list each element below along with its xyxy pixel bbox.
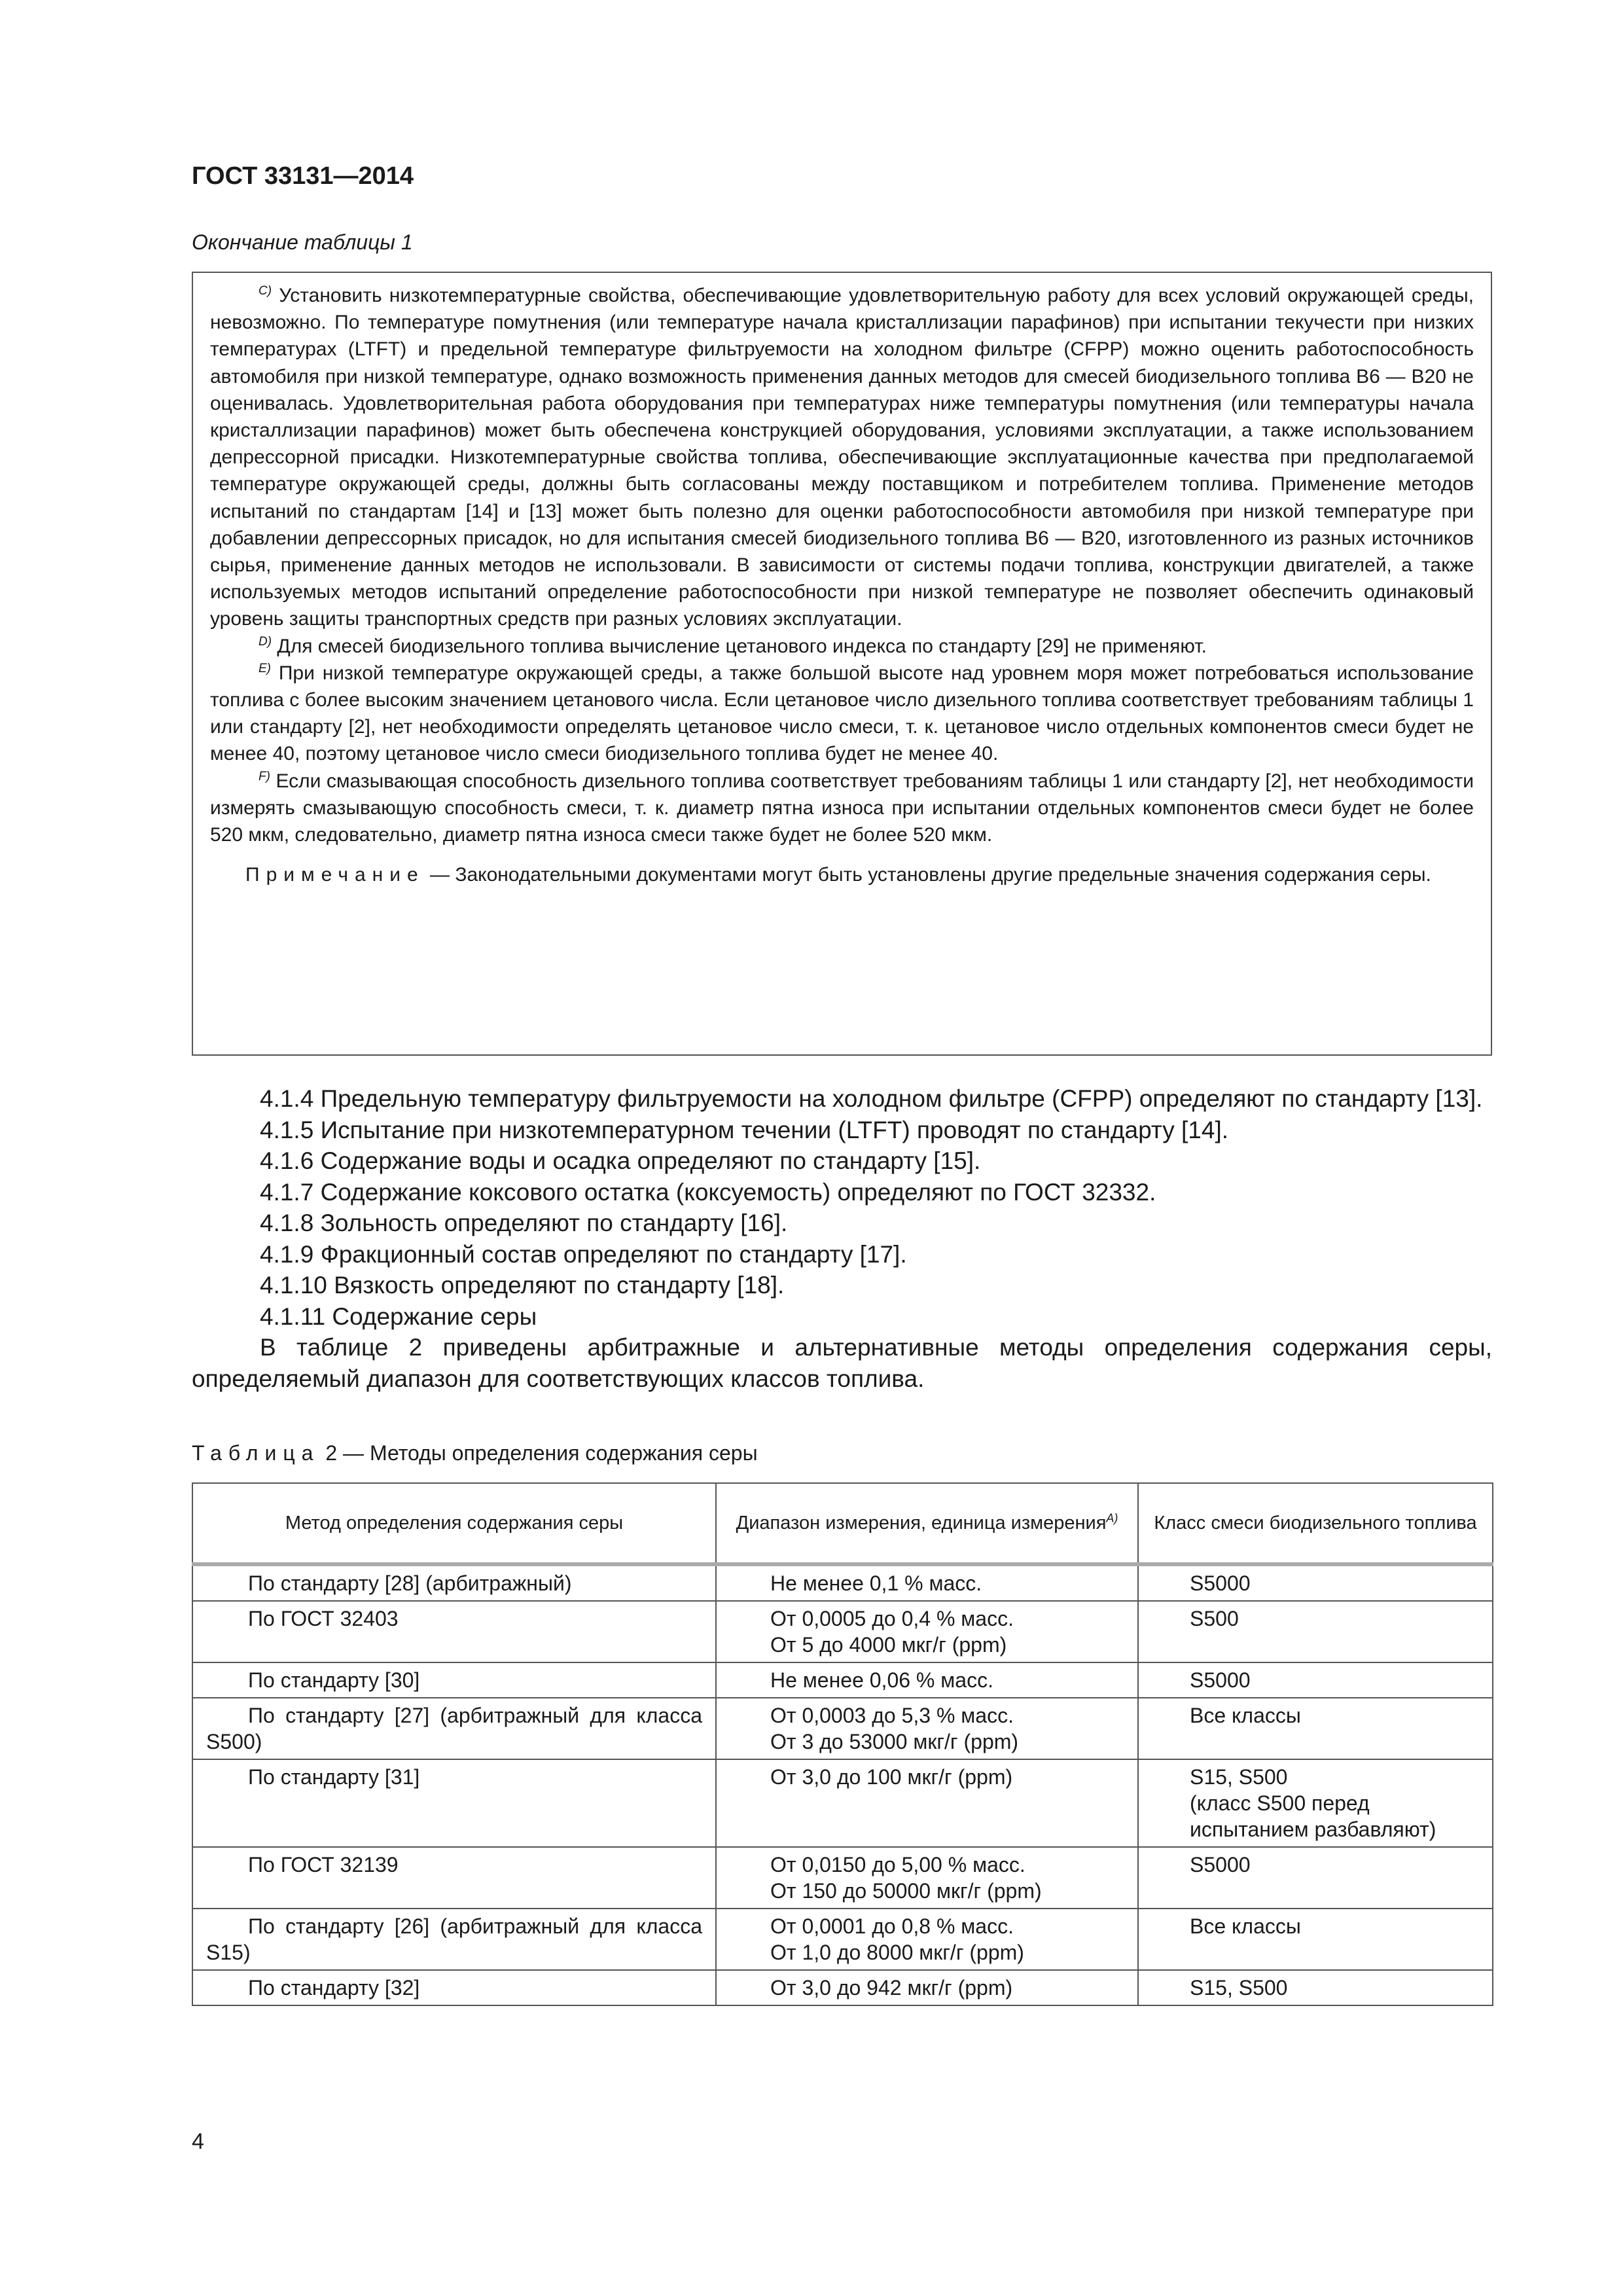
- cell-range: От 3,0 до 942 мкг/г (ppm): [716, 1970, 1138, 2005]
- cell-method: По стандарту [30]: [192, 1662, 716, 1698]
- page-number: 4: [192, 2129, 204, 2154]
- footnote-text: Установить низкотемпературные свойства, обеспечивающие удовлетворительную работу для всех условий окружающей среды, невозможно. По температуре помутнения (или температуре начала кристаллизации парафинов) при испытании текучести при низких температурах (LTFT) и предельной температуре фильтруемости на холодном фильтре (CFPP) можно оценить работоспособность автомобиля при низкой температуре, однако возможность применения данных методов для смесей биодизельного топлива В6 — В20 не оценивалась. Удовлетворительная работа оборудования при температурах ниже температуры помутнения (или температуры начала кристаллизации парафинов) может быть обеспечена конструкцией оборудования, условиями эксплуатации, а также использованием депрессорной присадки. Низкотемпературные свойства топлива, обеспечивающие эксплуатационные качества при предполагаемой температуре окружающей среды, должны быть согласованы между поставщиком и потребителем топлива. Применение методов испытаний по стандартам [14] и [13] может быть полезно для оценки работоспособности автомобиля при низкой температуре при добавлении депрессорных присадок, но для испытания смесей биодизельного топлива В6 — В20, изготовленного из разных источников сырья, применение данных методов не использовали. В зависимости от системы подачи топлива, конструкции двигателей, а также используемых методов испытаний определение работоспособности при низкой температуре не позволяет обеспечить одинаковый уровень защиты транспортных средств при разных условиях эксплуатации.: [210, 285, 1474, 630]
- cell-class: S500: [1138, 1601, 1493, 1662]
- paragraph-4-1-10: 4.1.10 Вязкость определяют по стандарту [18].: [260, 1272, 785, 1299]
- cell-method: По стандарту [27] (арбитражный для класса S500): [192, 1698, 716, 1759]
- footnote-f: [210, 768, 1474, 849]
- cell-class: S5000: [1138, 1847, 1493, 1909]
- cell-range: От 0,0150 до 5,00 % масс. От 150 до 50000 мкг/г (ppm): [716, 1847, 1138, 1909]
- cell-range: Не менее 0,1 % масс.: [716, 1564, 1138, 1601]
- table-continuation-label: Окончание таблицы 1: [192, 230, 413, 254]
- table-row: [192, 1759, 1493, 1847]
- document-code: ГОСТ 33131—2014: [192, 162, 414, 190]
- paragraph-4-1-6: 4.1.6 Содержание воды и осадка определяют по стандарту [15].: [260, 1147, 981, 1174]
- table2-caption-label: Таблица: [192, 1441, 320, 1465]
- section-4-1-text: [192, 1083, 1492, 1394]
- footnote-marker: F): [259, 769, 270, 783]
- remark-label: Примечание: [245, 864, 425, 886]
- table-row: [192, 1847, 1493, 1909]
- cell-method: По ГОСТ 32139: [192, 1847, 716, 1909]
- table-row: [192, 1970, 1493, 2005]
- paragraph-table2-intro: В таблице 2 приведены арбитражные и альтернативные методы определения содержания серы, определяемый диапазон для соответствующих классов топлива.: [192, 1334, 1492, 1392]
- cell-method: По стандарту [32]: [192, 1970, 716, 2005]
- table2-sulfur-methods: [192, 1482, 1493, 2006]
- table1-remark: [210, 861, 1474, 888]
- footnote-c: [210, 282, 1474, 633]
- table1-footnotes-box: [192, 272, 1492, 1056]
- table-row: [192, 1564, 1493, 1601]
- header-range: Диапазон измерения, единица измерения$^{A)}$: [716, 1483, 1138, 1564]
- cell-range: От 0,0003 до 5,3 % масс. От 3 до 53000 мкг/г (ppm): [716, 1698, 1138, 1759]
- cell-class: Все классы: [1138, 1909, 1493, 1970]
- cell-class: Все классы: [1138, 1698, 1493, 1759]
- remark-text: — Законодательными документами могут быть установлены другие предельные значения содержания серы.: [424, 864, 1431, 886]
- header-range-footnote-marker: A): [1106, 1511, 1118, 1525]
- cell-class: S15, S500 (класс S500 перед испытанием разбавляют): [1138, 1759, 1493, 1847]
- footnote-e: [210, 660, 1474, 768]
- table-row: [192, 1909, 1493, 1970]
- cell-range: От 0,0005 до 0,4 % масс. От 5 до 4000 мкг/г (ppm): [716, 1601, 1138, 1662]
- cell-method: По стандарту [28] (арбитражный): [192, 1564, 716, 1601]
- cell-range: От 0,0001 до 0,8 % масс. От 1,0 до 8000 мкг/г (ppm): [716, 1909, 1138, 1970]
- header-method: Метод определения содержания серы: [192, 1483, 716, 1564]
- cell-class: S5000: [1138, 1564, 1493, 1601]
- paragraph-4-1-9: 4.1.9 Фракционный состав определяют по стандарту [17].: [260, 1240, 907, 1268]
- cell-method: По ГОСТ 32403: [192, 1601, 716, 1662]
- table2-caption: [192, 1441, 758, 1465]
- table-header-row: [192, 1483, 1493, 1564]
- cell-class: S15, S500: [1138, 1970, 1493, 2005]
- table-row: [192, 1698, 1493, 1759]
- cell-method: По стандарту [26] (арбитражный для класса S15): [192, 1909, 716, 1970]
- paragraph-4-1-11: 4.1.11 Содержание серы: [260, 1302, 537, 1330]
- paragraph-4-1-7: 4.1.7 Содержание коксового остатка (коксуемость) определяют по ГОСТ 32332.: [260, 1178, 1156, 1206]
- footnote-text: Если смазывающая способность дизельного топлива соответствует требованиям таблицы 1 или стандарту [2], нет необходимости измерять смазывающую способность смеси, т. к. диаметр пятна износа при испытании отдельных компонентов смеси будет не более 520 мкм, следовательно, диаметр пятна износа смеси также будет не более 520 мкм.: [210, 770, 1474, 846]
- paragraph-4-1-4: 4.1.4 Предельную температуру фильтруемости на холодном фильтре (CFPP) определяют по стандарту [13].: [260, 1085, 1483, 1112]
- footnote-text: При низкой температуре окружающей среды, а также большой высоте над уровнем моря может потребоваться использование топлива с более высоким значением цетанового числа. Если цетановое число дизельного топлива соответствует требованиям таблицы 1 или стандарту [2], нет необходимости определять цетановое число смеси, т. к. цетановое число отдельных компонентов смеси будет не менее 40, поэтому цетановое число смеси биодизельного топлива будет не менее 40.: [210, 662, 1474, 765]
- footnote-text: Для смесей биодизельного топлива вычисление цетанового индекса по стандарту [29] не применяют.: [277, 635, 1207, 657]
- paragraph-4-1-8: 4.1.8 Зольность определяют по стандарту [16].: [260, 1210, 788, 1236]
- footnote-marker: D): [259, 634, 272, 649]
- paragraph-4-1-5: 4.1.5 Испытание при низкотемпературном течении (LTFT) проводят по стандарту [14].: [260, 1116, 1228, 1143]
- footnote-marker: C): [259, 284, 272, 298]
- cell-method: По стандарту [31]: [192, 1759, 716, 1847]
- footnote-marker: E): [259, 661, 271, 675]
- cell-range: От 3,0 до 100 мкг/г (ppm): [716, 1759, 1138, 1847]
- table-row: [192, 1601, 1493, 1662]
- footnote-d: [210, 633, 1474, 660]
- cell-class: S5000: [1138, 1662, 1493, 1698]
- header-class: Класс смеси биодизельного топлива: [1138, 1483, 1493, 1564]
- table-row: [192, 1662, 1493, 1698]
- cell-range: Не менее 0,06 % масс.: [716, 1662, 1138, 1698]
- table2-caption-text: 2 — Методы определения содержания серы: [319, 1441, 758, 1465]
